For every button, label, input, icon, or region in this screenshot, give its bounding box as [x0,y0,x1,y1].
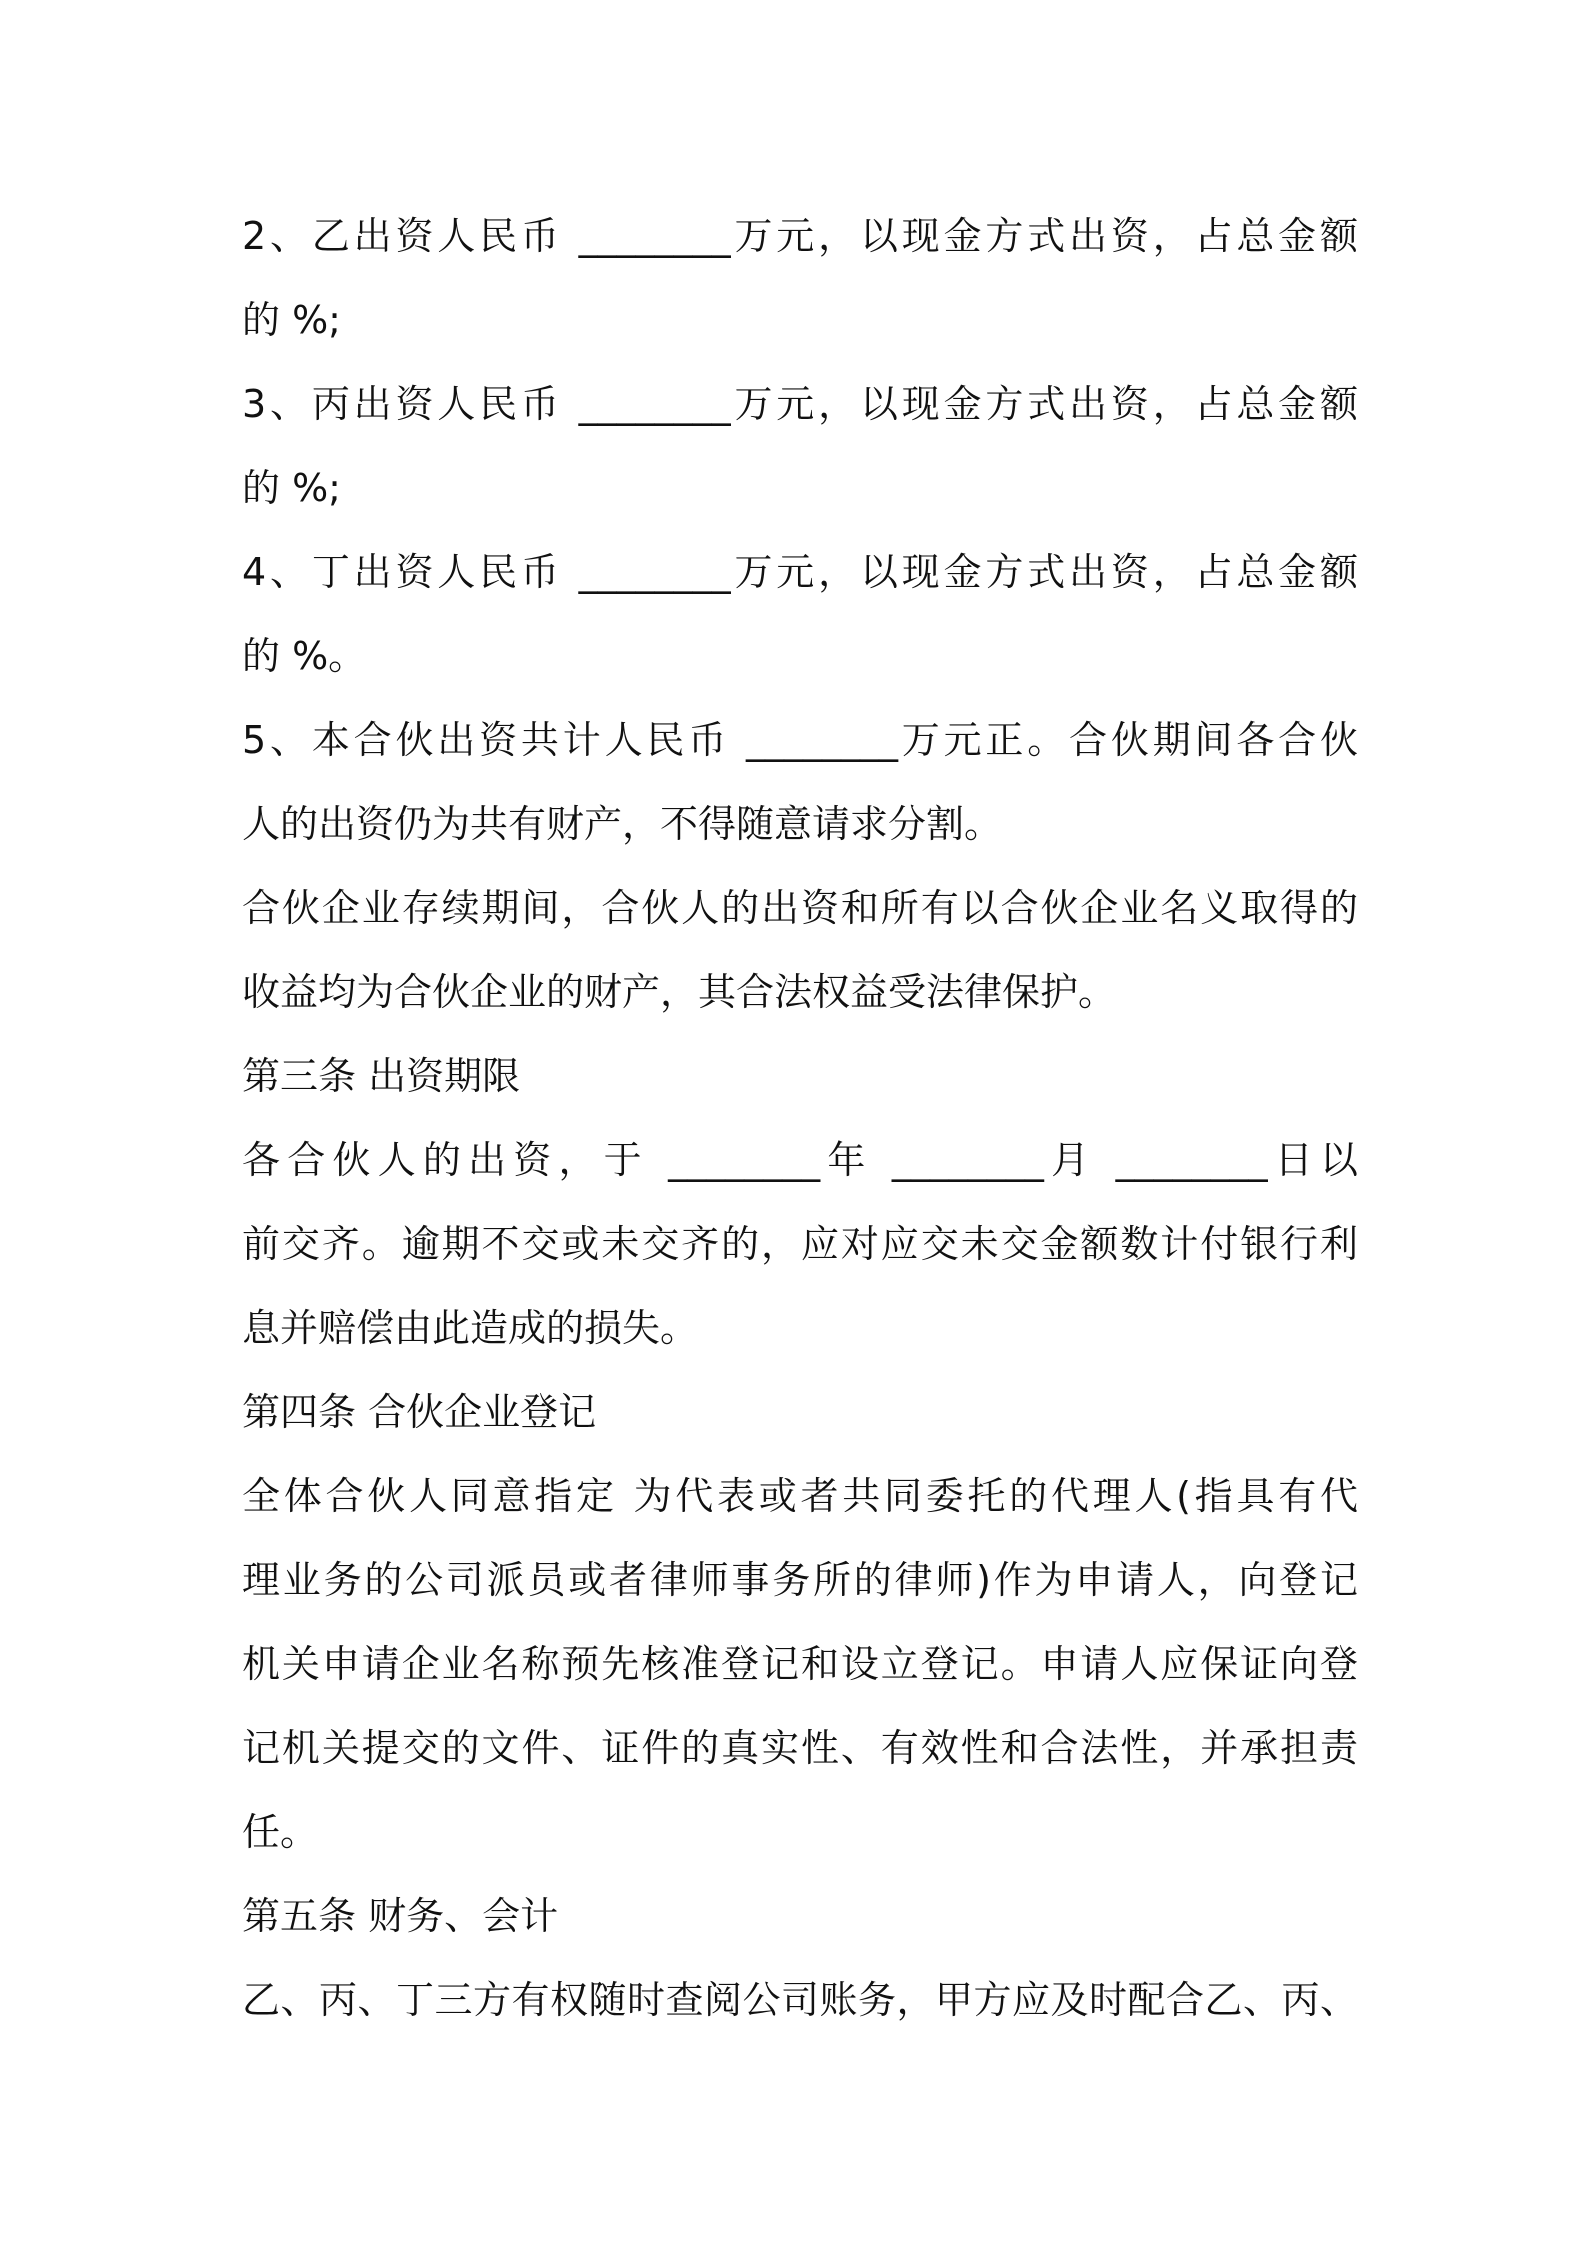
article-4-line-2: 理业务的公司派员或者律师事务所的律师)作为申请人，向登记 [242,1558,1358,1602]
clause-5-line-2: 人的出资仍为共有财产，不得随意请求分割。 [242,802,1003,846]
clause-3-line-2: 的 %; [242,466,341,510]
article-5-line-1: 乙、丙、丁三方有权随时查阅公司账务，甲方应及时配合乙、丙、 [242,1978,1358,2022]
property-paragraph-line-1: 合伙企业存续期间，合伙人的出资和所有以合伙企业名义取得的 [242,886,1358,930]
clause-4-line-2: 的 %。 [242,634,367,678]
property-paragraph-line-2: 收益均为合伙企业的财产，其合法权益受法律保护。 [242,970,1117,1014]
article-4-heading: 第四条 合伙企业登记 [242,1390,597,1434]
article-3-line-2: 前交齐。逾期不交或未交齐的，应对应交未交金额数计付银行利 [242,1222,1358,1266]
article-3-heading: 第三条 出资期限 [242,1054,521,1098]
clause-2-line-2: 的 %; [242,298,341,342]
article-4-line-5: 任。 [242,1810,319,1854]
clause-2-line-1: 2、乙出资人民币 ________万元，以现金方式出资，占总金额 [242,214,1358,258]
clause-4-line-1: 4、丁出资人民币 ________万元，以现金方式出资，占总金额 [242,550,1358,594]
clause-5-line-1: 5、本合伙出资共计人民币 ________万元正。合伙期间各合伙 [242,718,1358,762]
article-4-line-1: 全体合伙人同意指定 为代表或者共同委托的代理人(指具有代 [242,1474,1358,1518]
clause-3-line-1: 3、丙出资人民币 ________万元，以现金方式出资，占总金额 [242,382,1358,426]
article-3-line-1: 各合伙人的出资，于 ________年 ________月 ________日以 [242,1138,1358,1182]
article-3-line-3: 息并赔偿由此造成的损失。 [242,1306,699,1350]
article-4-line-3: 机关申请企业名称预先核准登记和设立登记。申请人应保证向登 [242,1642,1358,1686]
document-body [242,194,1358,2042]
article-5-heading: 第五条 财务、会计 [242,1894,559,1938]
article-4-line-4: 记机关提交的文件、证件的真实性、有效性和合法性，并承担责 [242,1726,1358,1770]
